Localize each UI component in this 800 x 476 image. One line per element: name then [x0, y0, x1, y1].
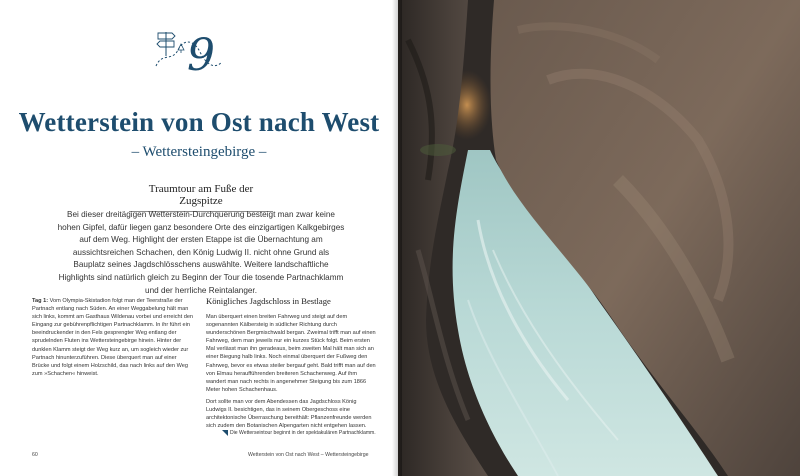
chapter-subtitle: – Wettersteingebirge – — [131, 144, 267, 160]
chapter-number: 9 — [187, 30, 215, 81]
book-gutter — [392, 0, 402, 476]
photo-caption: Die Wetterseintour beginnt in der spektakulären Partnachklamm. — [230, 430, 376, 436]
chapter-title: Wetterstein von Ost nach West — [18, 107, 380, 137]
right-page — [398, 0, 800, 476]
running-footer: Wetterstein von Ost nach West – Wettersteingebirge — [248, 452, 369, 458]
paragraph: Man überquert einen breiten Fahrweg und steigt auf dem sogenannten Kälbersteig in südlicher Richtung durch wunderschönen Bergmischwald bergan. Zweimal trifft man auf einen Fahrweg, dem man jeweils nur ein kurzes Stück folgt. Beim ersten Mal verlässt man ihn geradeaus, beim zweiten Mal hält man sich an einer Biegung halb links. Noch einmal überquert der Fußweg den Fahrweg, bevor es etwas steiler bergauf geht. Bald trifft man auf den von Elmau heraufführenden breiteren Schachenweg. Auf ihm wandert man nach rechts in angenehmer Steigung bis zum 1866 Meter hohen Schachenhaus. — [206, 314, 376, 393]
paragraph: Dort sollte man vor dem Abendessen das Jagdschloss König Ludwigs II. besichtigen, das in seinem Obergeschoss eine architektonische Überraschung bereithält: Pflanzenfreunde werden sich zudem den Botanischen Alpengarten nicht entgehen lassen. — [206, 398, 372, 430]
column-left-text — [32, 297, 194, 378]
section-heading: Königliches Jagdschloss in Bestlage — [206, 296, 331, 306]
day-description: Vom Olympia-Skistadion folgt man der Teerstraße der Partnach entlang nach Süden. An einer Weggabelung hält man sich links, kommt am Gasthaus Wildenau vorbei und erreicht den Eingang zur gebührenpflichtigen Partnachklamm. In ihr führt ein beeindruckender in den Fels gesprengter Weg entlang der sprudelnden Fluten ins Wettersteingebirge hinein. Hinter der dunklen Klamm steigt der Weg kurz an, um sogleich wieder zur Partnach hinunterzuführen. Diese überquert man auf einer Brücke und folgt einem Holzschild, das nach links auf den Weg zum »Schachen« hinweist. — [32, 298, 194, 377]
page-number: 60 — [32, 452, 38, 458]
intro-heading: Traumtour am Fuße der Zugspitze — [129, 183, 273, 212]
triangle-left-icon — [222, 430, 228, 436]
gorge-photo — [398, 0, 800, 476]
day-label: Tag 1: — [32, 298, 49, 304]
column-right-text — [206, 313, 376, 430]
left-page — [0, 0, 398, 476]
intro-text: Bei dieser dreitägigen Wetterstein-Durchquerung besteigt man zwar keine hohen Gipfel, dafür liegen ganz besondere Orte des einzigartigen Kalkgebirges auf dem Weg. Highlight der ersten Etappe ist die Übernachtung am aussichtsreichen Schachen, den König Ludwig II. nicht ohne Grund als Bauplatz seines Jagdschlösschens auswählte. Weitere landschaftliche Highlights sind natürlich gleich zu Beginn der Tour die tosende Partnachklamm und der herrliche Reintalanger. — [57, 210, 345, 295]
